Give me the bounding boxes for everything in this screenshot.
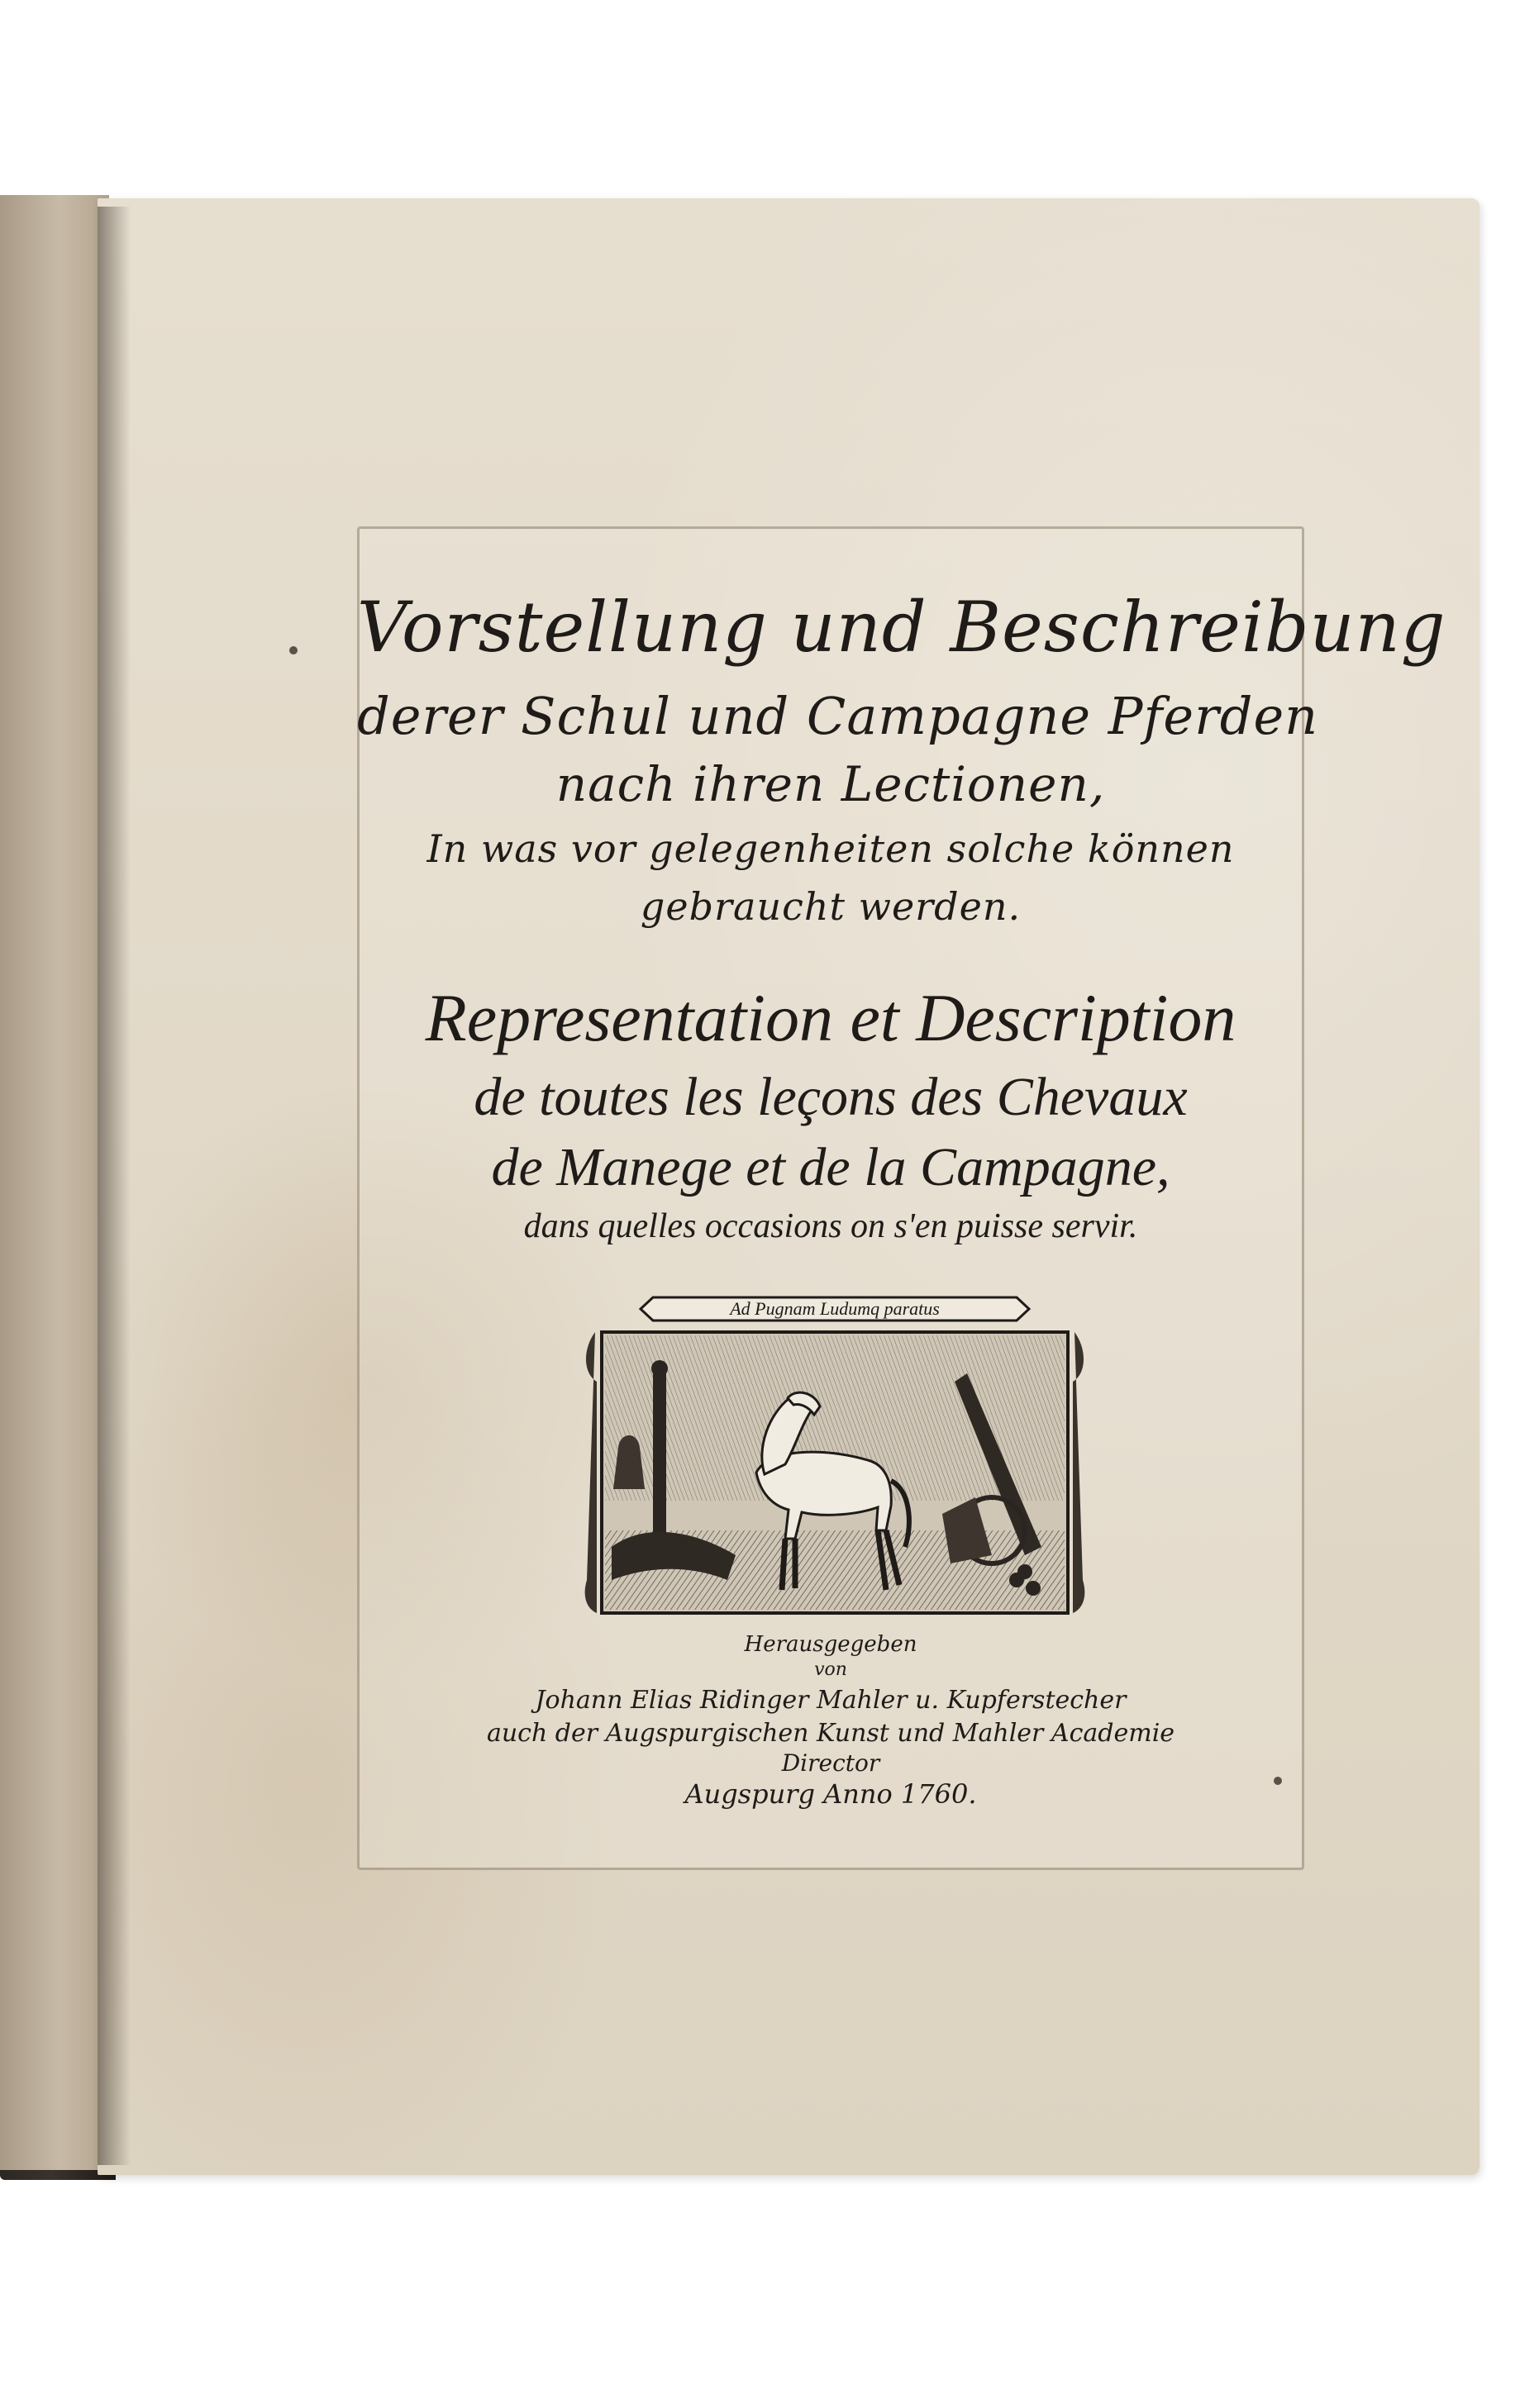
column: [653, 1373, 666, 1539]
credit-line-3: Johann Elias Ridinger Mahler u. Kupferstecher: [535, 1686, 1127, 1715]
credit-line-1: Herausgegeben: [744, 1632, 917, 1657]
scroll-left: [585, 1332, 597, 1613]
german-title-line-3: nach ihren Lectionen,: [555, 756, 1106, 812]
scroll-right: [1073, 1332, 1084, 1613]
horse-vignette-engraving: [579, 1283, 1091, 1630]
credit-line-6: Augspurg Anno 1760.: [684, 1778, 977, 1810]
pinhole-dot: [289, 646, 298, 654]
cannonball: [1017, 1564, 1032, 1579]
cannonball: [1026, 1581, 1041, 1596]
german-title-line-2: derer Schul und Campagne Pferden: [357, 686, 1319, 746]
german-title-line-4: In was vor gelegenheiten solche können: [426, 826, 1235, 871]
german-title-line-5: gebraucht werden.: [640, 884, 1022, 929]
credit-line-5: Director: [781, 1749, 880, 1777]
motto-text: Ad Pugnam Ludumq paratus: [730, 1298, 940, 1319]
column-finial: [651, 1360, 668, 1377]
german-title-line-1: Vorstellung und Beschreibung: [357, 587, 1446, 668]
page-gutter-shadow: [98, 207, 131, 2165]
credit-line-2: von: [814, 1659, 847, 1680]
credit-line-4: auch der Augspurgischen Kunst und Mahler Academie: [486, 1719, 1175, 1748]
french-title-line-4: dans quelles occasions on s'en puisse servir.: [523, 1207, 1138, 1245]
french-title-line-2: de toutes les leçons des Chevaux: [474, 1067, 1188, 1127]
french-title-line-1: Representation et Description: [425, 980, 1236, 1055]
left-page-edge: [0, 195, 109, 2170]
french-title-line-3: de Manege et de la Campagne,: [491, 1137, 1170, 1197]
